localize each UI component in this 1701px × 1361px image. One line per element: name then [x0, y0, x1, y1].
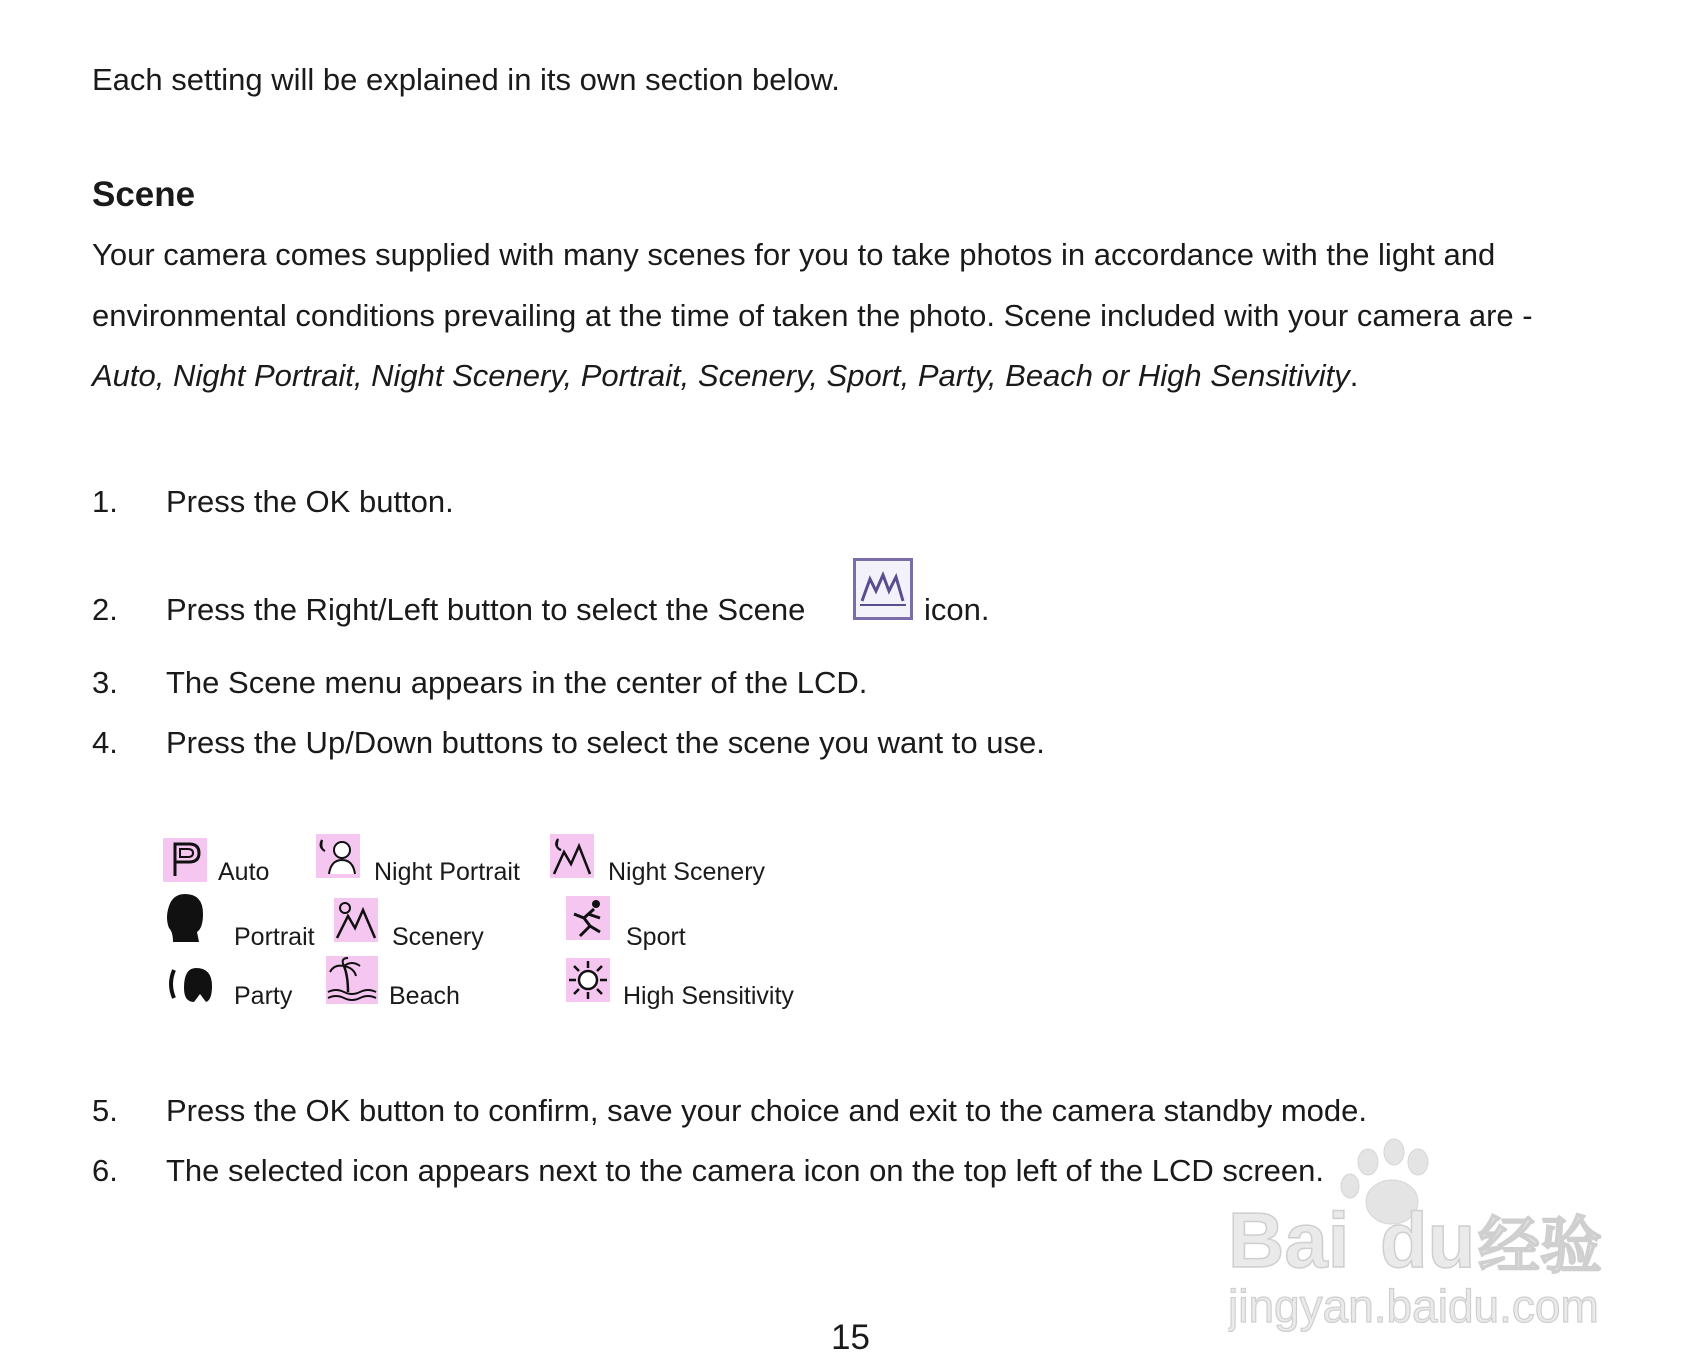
svg-text:du: du: [1380, 1196, 1476, 1284]
step-4-number: 4.: [92, 725, 118, 760]
scene-label-party: Party: [234, 982, 293, 1010]
scene-label-sport: Sport: [626, 923, 686, 951]
step-2-text: Press the Right/Left button to select the Scene: [166, 592, 806, 627]
paragraph-line-2: environmental conditions prevailing at the time of taken the photo. Scene included with your camera are -: [92, 298, 1533, 333]
party-icon: [166, 962, 218, 1006]
paragraph-line-3: [92, 358, 1358, 394]
svg-text:Bai: Bai: [1228, 1196, 1350, 1284]
step-1-text: Press the OK button.: [166, 484, 454, 519]
step-5-number: 5.: [92, 1093, 118, 1128]
paragraph-end: .: [1349, 358, 1359, 393]
step-4-text: Press the Up/Down buttons to select the scene you want to use.: [166, 725, 1045, 760]
step-2-number: 2.: [92, 592, 118, 627]
step-2-after-text: icon.: [924, 592, 990, 627]
svg-text:经验: 经验: [1478, 1209, 1603, 1282]
scene-label-night-portrait: Night Portrait: [374, 858, 520, 886]
scene-label-portrait: Portrait: [234, 923, 315, 951]
paragraph-line-1: Your camera comes supplied with many scenes for you to take photos in accordance with the light and: [92, 237, 1496, 272]
scenery-icon: [334, 898, 378, 942]
step-6-text: The selected icon appears next to the camera icon on the top left of the LCD screen.: [166, 1153, 1325, 1188]
scene-label-night-scenery: Night Scenery: [608, 858, 766, 886]
section-heading-scene: Scene: [92, 175, 196, 214]
portrait-icon: [163, 892, 207, 944]
step-6-number: 6.: [92, 1153, 118, 1188]
scene-label-auto: Auto: [218, 858, 270, 886]
baidu-jingyan-watermark: [1228, 1132, 1628, 1332]
scene-list-italic: Auto, Night Portrait, Night Scenery, Portrait, Scenery, Sport, Party, Beach or High Sensitivity: [92, 358, 1350, 393]
svg-text:jingyan.baidu.com: jingyan.baidu.com: [1228, 1280, 1599, 1332]
intro-text: Each setting will be explained in its own section below.: [92, 62, 840, 97]
beach-icon: [326, 956, 378, 1004]
sport-icon: [566, 896, 610, 940]
page-number: 15: [831, 1318, 870, 1357]
step-3-number: 3.: [92, 665, 118, 700]
auto-p-icon: [163, 838, 207, 882]
night-scenery-icon: [550, 834, 594, 878]
night-portrait-icon: [316, 834, 360, 878]
step-5-text: Press the OK button to confirm, save your choice and exit to the camera standby mode.: [166, 1093, 1368, 1128]
step-1-number: 1.: [92, 484, 118, 519]
scene-mode-icon: [853, 558, 913, 620]
high-sensitivity-icon: [566, 958, 610, 1002]
scene-label-scenery: Scenery: [392, 923, 484, 951]
step-3-text: The Scene menu appears in the center of the LCD.: [166, 665, 868, 700]
scene-label-beach: Beach: [389, 982, 460, 1010]
scene-label-high-sensitivity: High Sensitivity: [623, 982, 794, 1010]
